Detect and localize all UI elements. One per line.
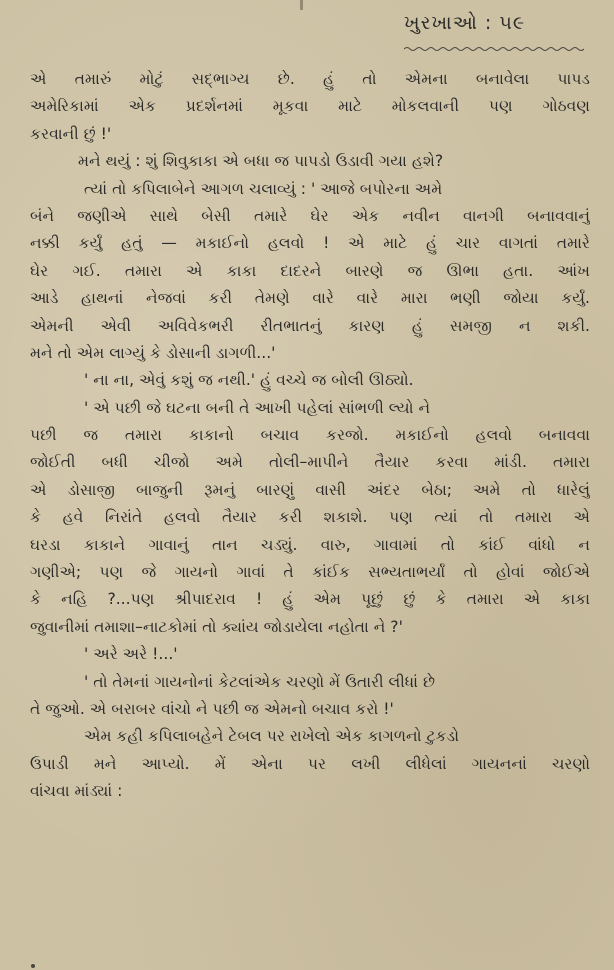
text-line: અમેરિકામાં એક પ્રદર્શનમાં મૂકવા માટે મોકલવાની પણ ગોઠવણ — [30, 97, 590, 116]
text-line: જોઈતી બધી ચીજો અમે તોલી–માપીને તૈયાર કરવા માંડી. તમારા — [30, 453, 590, 472]
text-line: એ તમારું મોટું સદ્ભાગ્ય છે. હું તો એમના બનાવેલા પાપડ — [30, 70, 590, 88]
text-line: એમની એવી અવિવેકભરી રીતભાતનું કારણ હું સમજી ન શકી. — [30, 316, 590, 335]
text-line: જુવાનીમાં તમાશા–નાટકોમાં તો ક્યાંય જોડાયેલા નહોતા ને ?' — [30, 617, 403, 636]
text-line: મને તો એમ લાગ્યું કે ડોસાની ડાગળી...' — [30, 343, 276, 362]
text-line: મને થયું : શું શિવુકાકા એ બધા જ પાપડો ઉડાવી ગયા હશે? — [78, 152, 444, 171]
text-line: કે હવે નિરાંતે હલવો તૈયાર કરી શકાશે. પણ ત્યાં તો તમારા એ — [30, 508, 590, 527]
text-line: બંને જણીએ સાથે બેસી તમારે ઘેર એક નવીન વાનગી બનાવવાનું — [30, 206, 590, 225]
binding-mark — [300, 0, 303, 10]
header-wavy-rule — [404, 46, 584, 52]
body-text — [30, 66, 590, 806]
running-header — [404, 12, 594, 52]
text-line: ' અરે અરે !...' — [84, 645, 178, 664]
text-line: ઉપાડી મને આપ્યો. મેં એના પર લખી લીધેલાં ગાયનનાં ચરણો — [30, 754, 590, 773]
text-line: ' તો તેમનાં ગાયનોનાં કેટલાંએક ચરણો મેં ઉતારી લીધાં છે — [84, 672, 435, 691]
text-line: ઘરડા કાકાને ગાવાનું તાન ચડ્યું. વારુ, ગાવામાં તો કાંઈ વાંધો ન — [30, 535, 590, 554]
text-line: તે જુઓ. એ બરાબર વાંચો ને પછી જ એમનો બચાવ કરો !' — [30, 699, 394, 718]
header-title: ખુરખાઓ : ૫૯ — [404, 12, 526, 34]
text-line: કરવાની છું !' — [30, 124, 112, 143]
text-line: ગણીએ; પણ જે ગાયનો ગાવાં તે કાંઈક સભ્યતાભર્યાં તો હોવાં જોઈએ — [30, 563, 590, 582]
text-line: કે નહિ ?...પણ શ્રીપાદરાવ ! હું એમ પૂછું છું કે તમારા એ કાકા — [30, 590, 590, 609]
text-line: ' એ પછી જે ઘટના બની તે આખી પહેલાં સાંભળી લ્યો ને — [84, 398, 431, 417]
text-line: ' ના ના, એવું કશું જ નથી.' હું વચ્ચે જ બોલી ઊઠ્યો. — [84, 371, 414, 390]
text-line: આડે હાથનાં નેજવાં કરી તેમણે વારે વારે મારા ભણી જોયા કર્યું. — [30, 289, 590, 308]
text-line: વાંચવા માંડ્યાં : — [30, 782, 123, 801]
page-dot — [31, 964, 35, 968]
text-line: એમ કહી કપિલાબહેને ટેબલ પર રાખેલો એક કાગળનો ટુકડો — [84, 727, 460, 746]
text-line: ઘેર ગઈ. તમારા એ કાકા દાદરને બારણે જ ઊભા હતા. આંખ — [30, 261, 590, 280]
text-line: પછી જ તમારા કાકાનો બચાવ કરજો. મકાઈનો હલવો બનાવવા — [30, 426, 590, 445]
text-line: ત્યાં તો કપિલાબેને આગળ ચલાવ્યું : ' આજે બપોરના અમે — [84, 179, 443, 198]
text-line: એ ડોસાજી બાજુની રૂમનું બારણું વાસી અંદર બેઠા; અમે તો ધારેલું — [30, 480, 590, 499]
text-line: નક્કી કર્યું હતું — મકાઈનો હલવો ! એ માટે હું ચાર વાગતાં તમારે — [30, 234, 590, 253]
